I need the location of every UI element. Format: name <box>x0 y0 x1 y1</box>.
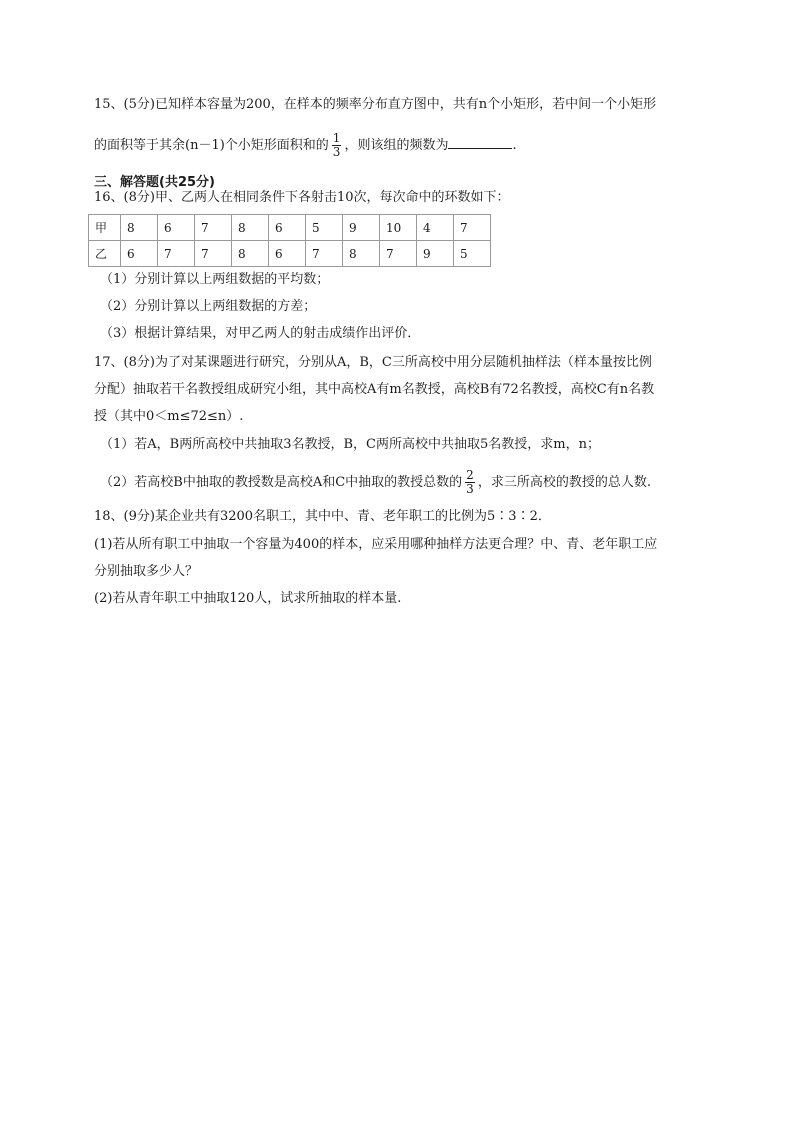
q17-sub-2-text-b: ，求三所高校的教授的总人数. <box>477 475 651 490</box>
q15-line-1: 15、(5分)已知样本容量为200，在样本的频率分布直方图中，共有n个小矩形，若中间一个小矩形 <box>94 97 657 112</box>
table-cell: 9 <box>417 241 454 267</box>
table-cell: 9 <box>343 215 380 241</box>
q17-fraction-numerator: 2 <box>466 468 474 482</box>
q17-fraction-denominator: 3 <box>466 482 474 496</box>
section-title: 三、解答题(共25分) <box>94 175 215 190</box>
table-cell: 8 <box>121 215 158 241</box>
q15-fraction <box>332 132 342 159</box>
table-cell: 8 <box>232 215 269 241</box>
table-row-yi <box>89 241 491 267</box>
table-cell: 5 <box>306 215 343 241</box>
row-header: 乙 <box>89 241 121 267</box>
table-cell: 7 <box>380 241 417 267</box>
q15-text-b: ，则该组的频数为 <box>344 138 449 153</box>
table-cell: 6 <box>269 241 306 267</box>
q18-sub-1a: (1)若从所有职工中抽取一个容量为400的样本，应采用哪种抽样方法更合理？中、青、老年职工应 <box>94 537 658 552</box>
q17-line-1: 17、(8分)为了对某课题进行研究，分别从A，B，C三所高校中用分层随机抽样法（样本量按比例 <box>94 355 652 370</box>
table-cell: 7 <box>454 215 491 241</box>
table-cell: 7 <box>195 215 232 241</box>
row-header: 甲 <box>89 215 121 241</box>
q18-sub-2: (2)若从青年职工中抽取120人，试求所抽取的样本量. <box>94 591 402 606</box>
q16-stem: 16、(8分)甲、乙两人在相同条件下各射击10次，每次命中的环数如下： <box>94 190 510 205</box>
q17-fraction <box>465 469 475 496</box>
q16-sub-3: （3）根据计算结果，对甲乙两人的射击成绩作出评价． <box>100 326 421 341</box>
table-cell: 6 <box>269 215 306 241</box>
q18-line-1: 18、(9分)某企业共有3200名职工，其中中、青、老年职工的比例为5∶3∶2． <box>94 509 551 524</box>
table-cell: 7 <box>306 241 343 267</box>
q16-sub-1: （1）分别计算以上两组数据的平均数； <box>100 272 330 287</box>
q18-sub-1b: 分别抽取多少人？ <box>94 564 199 579</box>
q17-line-2: 分配）抽取若干名教授组成研究小组，其中高校A有m名教授，高校B有72名教授，高校C有n名教 <box>94 382 655 397</box>
table-cell: 8 <box>232 241 269 267</box>
q15-text-end: . <box>512 138 517 153</box>
q15-fraction-denominator: 3 <box>332 145 341 159</box>
q17-sub-2 <box>100 469 651 496</box>
q15-answer-blank[interactable] <box>448 136 512 149</box>
table-cell: 5 <box>454 241 491 267</box>
table-cell: 7 <box>195 241 232 267</box>
table-cell: 6 <box>158 215 195 241</box>
shooting-scores-table <box>88 214 491 267</box>
q17-sub-1: （1）若A，B两所高校中共抽取3名教授，B，C两所高校中共抽取5名教授，求m，n； <box>100 437 600 452</box>
table-cell: 4 <box>417 215 454 241</box>
table-cell: 6 <box>121 241 158 267</box>
table-cell: 10 <box>380 215 417 241</box>
q17-line-3: 授（其中0＜m≤72≤n）. <box>94 409 244 424</box>
q15-fraction-numerator: 1 <box>332 131 341 145</box>
table-cell: 8 <box>343 241 380 267</box>
table-row-jia <box>89 215 491 241</box>
q17-sub-2-text-a: （2）若高校B中抽取的教授数是高校A和C中抽取的教授总数的 <box>100 475 463 490</box>
q15-line-2 <box>94 132 517 159</box>
table-cell: 7 <box>158 241 195 267</box>
q15-text-a: 的面积等于其余(n－1)个小矩形面积和的 <box>94 138 329 153</box>
q16-sub-2: （2）分别计算以上两组数据的方差； <box>100 299 317 314</box>
